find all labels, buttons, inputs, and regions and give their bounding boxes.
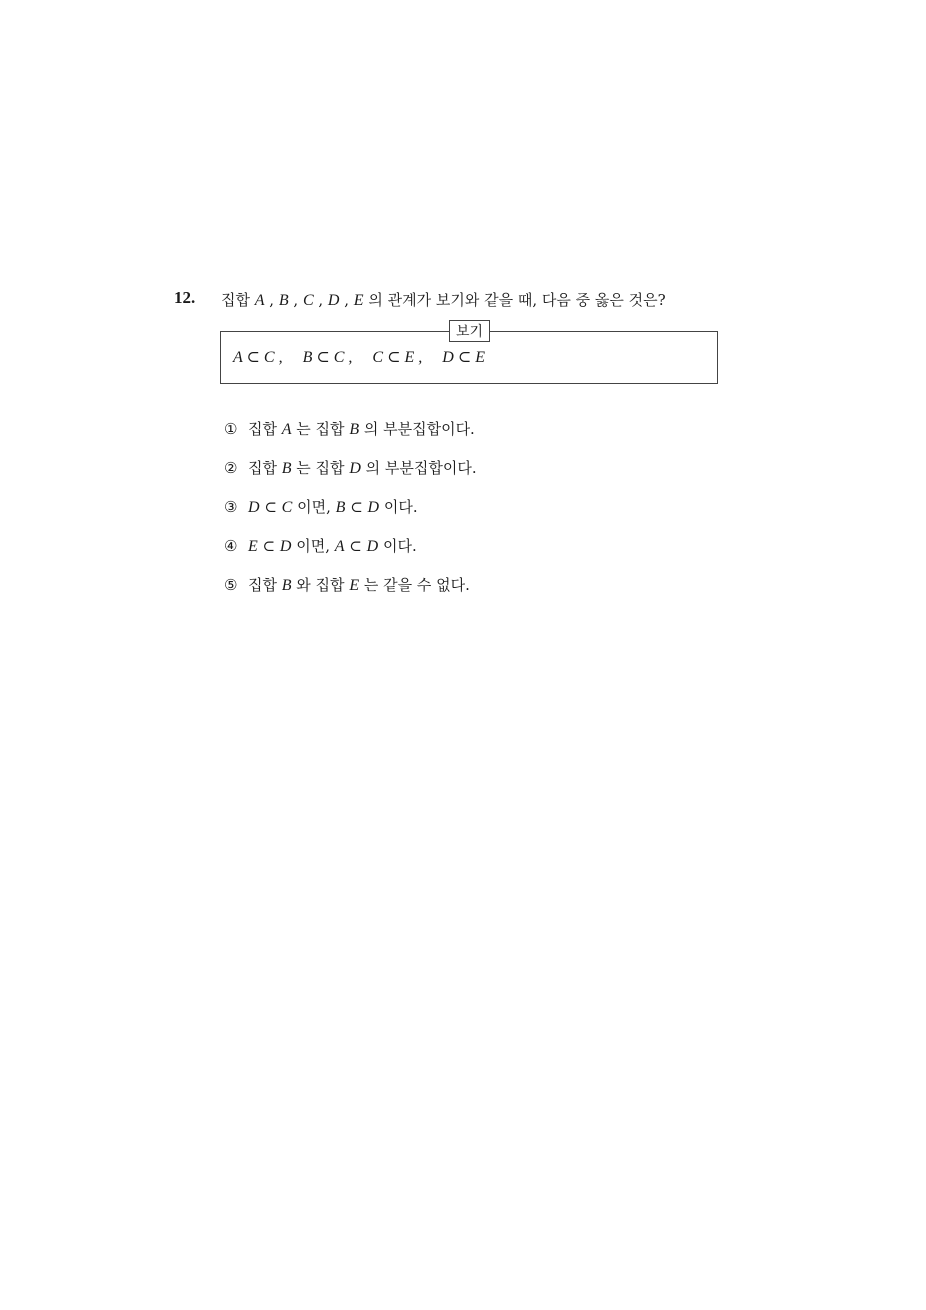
text-run: 와 집합 xyxy=(291,576,350,594)
text-run: 이다. xyxy=(379,498,418,516)
text-run: 는 집합 xyxy=(291,459,350,477)
choice-option-1[interactable] xyxy=(224,418,477,457)
choice-option-5[interactable] xyxy=(224,574,477,613)
text-run: , xyxy=(288,291,303,309)
math-variable: B xyxy=(349,421,360,438)
text-run: ⊂ xyxy=(344,537,367,555)
math-variable: C xyxy=(302,292,314,309)
math-variable: A xyxy=(254,292,265,309)
choice-option-2[interactable] xyxy=(224,457,477,496)
text-run: 는 같을 수 없다. xyxy=(359,576,470,594)
text-run: 이면, xyxy=(291,537,335,555)
choice-marker: ③ xyxy=(224,498,238,516)
math-variable: B xyxy=(281,577,292,594)
choice-option-4[interactable] xyxy=(224,535,477,574)
math-variable: E xyxy=(353,292,364,309)
math-variable: B xyxy=(335,499,346,516)
question-number: 12. xyxy=(174,288,196,307)
choice-marker: ⑤ xyxy=(224,576,238,594)
choice-list xyxy=(224,418,477,613)
text-run: ⊂ xyxy=(345,498,368,516)
math-variable: B xyxy=(281,460,292,477)
text-run: 의 부분집합이다. xyxy=(359,420,475,438)
text-run: , xyxy=(339,291,354,309)
text-run: 집합 xyxy=(248,459,282,477)
text-run: , xyxy=(264,291,279,309)
math-variable: D xyxy=(367,499,380,516)
bogi-label: 보기 xyxy=(449,320,490,342)
math-variable: E xyxy=(248,538,258,555)
relation-item: B ⊂ C , xyxy=(302,349,353,366)
text-run: 이다. xyxy=(378,537,417,555)
text-run: 의 부분집합이다. xyxy=(360,459,477,477)
math-variable: E xyxy=(349,577,360,594)
relation-item: D ⊂ E xyxy=(442,349,486,366)
math-variable: D xyxy=(279,538,292,555)
choice-marker: ④ xyxy=(224,537,238,555)
math-variable: A xyxy=(281,421,292,438)
math-variable: D xyxy=(248,499,260,516)
choice-marker: ① xyxy=(224,420,238,438)
text-run: ⊂ xyxy=(257,537,280,555)
text-run: 의 관계가 보기와 같을 때, 다음 중 옳은 것은? xyxy=(363,291,666,309)
bogi-relations xyxy=(233,347,485,367)
text-run: 집합 xyxy=(248,576,282,594)
text-run: 이면, xyxy=(292,498,336,516)
text-run: , xyxy=(313,291,328,309)
math-variable: A xyxy=(334,538,345,555)
relation-item: A ⊂ C , xyxy=(233,349,283,366)
text-run: 집합 xyxy=(221,291,255,309)
math-variable: D xyxy=(327,292,340,309)
relation-item: C ⊂ E , xyxy=(372,349,423,366)
math-variable: D xyxy=(349,460,361,477)
choice-marker: ② xyxy=(224,459,238,477)
math-variable: B xyxy=(278,292,289,309)
text-run: 는 집합 xyxy=(291,420,350,438)
question-stem xyxy=(221,289,666,310)
text-run: 집합 xyxy=(248,420,282,438)
math-variable: D xyxy=(366,538,379,555)
text-run: ⊂ xyxy=(259,498,282,516)
choice-option-3[interactable] xyxy=(224,496,477,535)
math-variable: C xyxy=(281,499,293,516)
